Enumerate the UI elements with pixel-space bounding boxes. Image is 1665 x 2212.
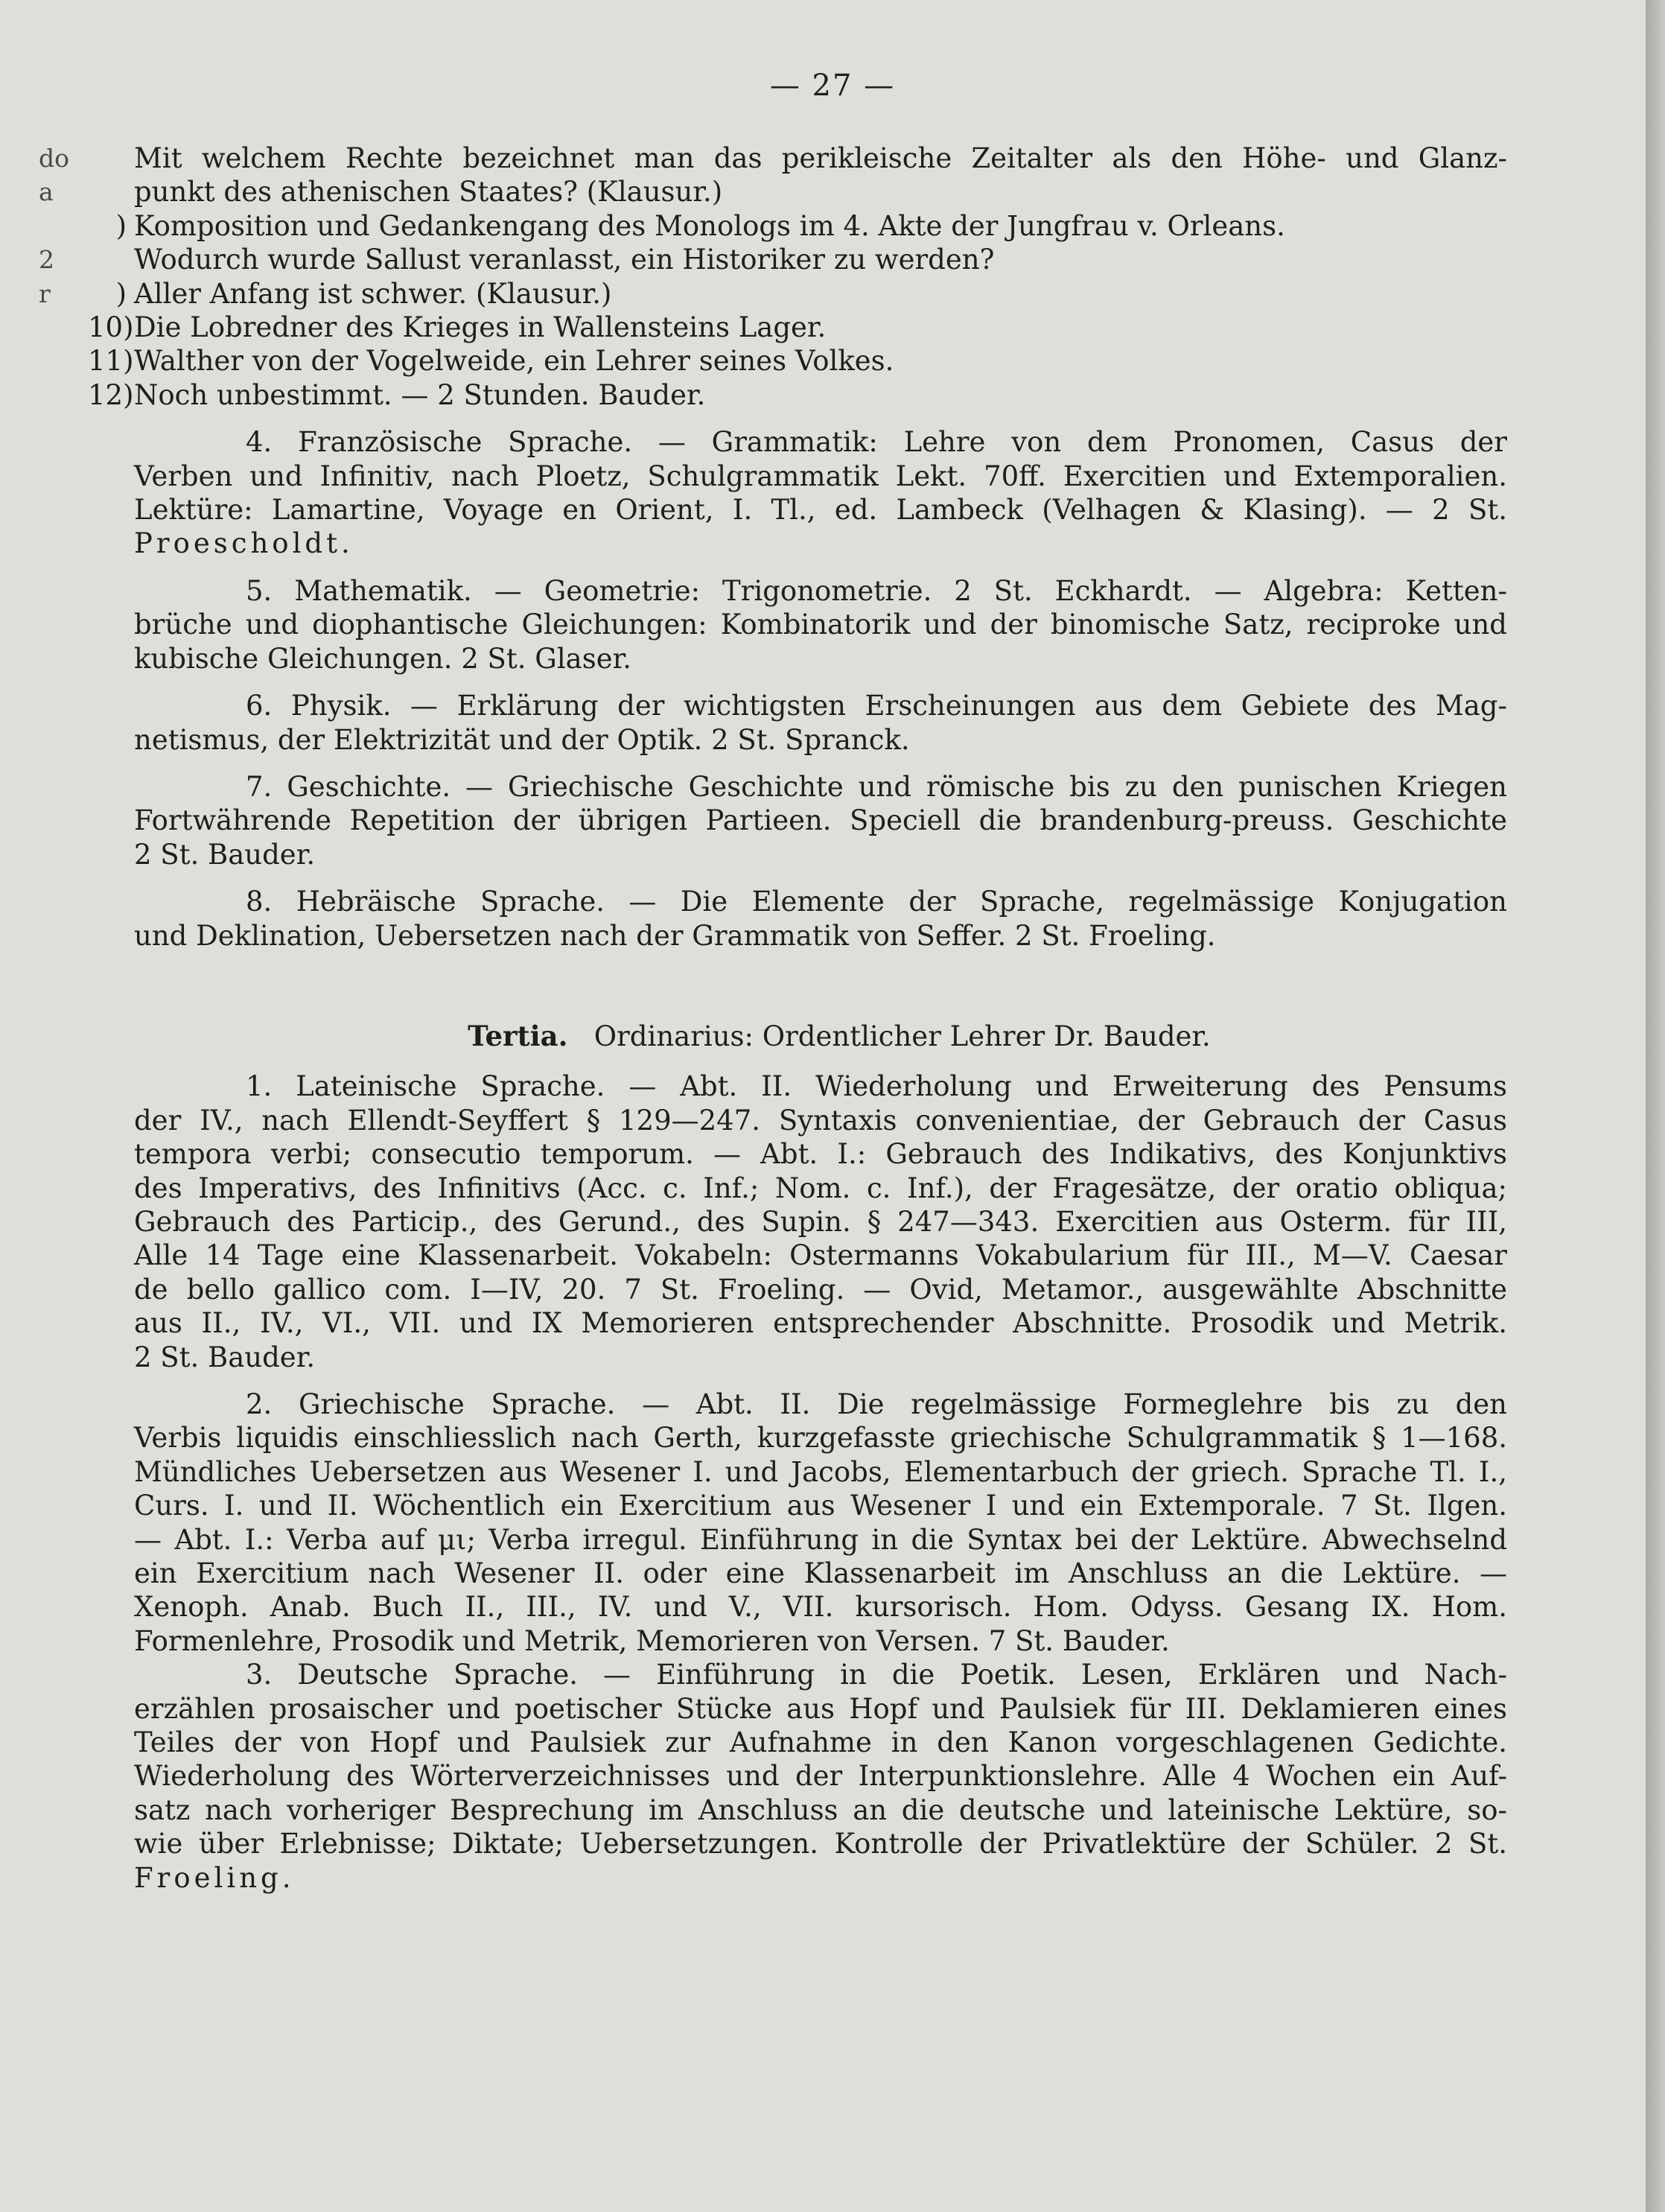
section-greek-line: Xenoph. Anab. Buch II., III., IV. und V., VII. kursorisch. Hom. Odyss. Gesang IX. Hom. bbox=[134, 1591, 1507, 1624]
page-content bbox=[39, 142, 1507, 1895]
list-item bbox=[88, 344, 1507, 378]
list-item bbox=[115, 209, 1507, 243]
section-math-line: kubische Gleichungen. 2 St. Glaser. bbox=[134, 642, 631, 675]
section-greek-line: 2. Griechische Sprache. — Abt. II. Die regelmässige Formeglehre bis zu den bbox=[246, 1388, 1507, 1420]
page-number: — 27 — bbox=[769, 69, 896, 103]
section-hebrew-line: und Deklination, Uebersetzen nach der Grammatik von Seffer. 2 St. Froeling. bbox=[134, 919, 1216, 952]
section-french-line: Proescholdt. bbox=[134, 527, 354, 560]
section-french-line: 4. Französische Sprache. — Grammatik: Lehre von dem Pronomen, Casus der bbox=[246, 426, 1507, 459]
list-item-text: Wodurch wurde Sallust veranlasst, ein Historiker zu werden? bbox=[134, 244, 995, 276]
section-german-line: erzählen prosaischer und poetischer Stücke aus Hopf und Paulsiek für III. Deklamieren eines bbox=[134, 1692, 1507, 1725]
section-german-line: 3. Deutsche Sprache. — Einführung in die Poetik. Lesen, Erklären und Nach- bbox=[246, 1659, 1507, 1691]
list-item bbox=[39, 243, 1507, 276]
list-item-text: Noch unbestimmt. — 2 Stunden. Bauder. bbox=[134, 378, 706, 411]
list-item-text: Die Lobredner des Krieges in Wallensteins Lager. bbox=[134, 311, 827, 344]
section-latin-line: tempora verbi; consecutio temporum. — Abt. I.: Gebrauch des Indikativs, des Konjunktivs bbox=[134, 1138, 1507, 1171]
scan-edge-shadow bbox=[1646, 0, 1665, 2212]
list-item-text: punkt des athenischen Staates? (Klausur.) bbox=[134, 176, 723, 209]
section-hebrew-line: 8. Hebräische Sprache. — Die Elemente der Sprache, regelmässige Konjugation bbox=[246, 886, 1507, 918]
section-physics-line: netismus, der Elektrizität und der Optik. 2 St. Spranck. bbox=[134, 723, 910, 756]
list-item bbox=[88, 311, 1507, 344]
section-math-line: brüche und diophantische Gleichungen: Kombinatorik und der binomische Satz, reciproke und bbox=[134, 608, 1507, 641]
section-german-line: Teiles der von Hopf und Paulsiek zur Aufnahme in den Kanon vorgeschlagenen Gedichte. bbox=[134, 1726, 1507, 1759]
class-title: Tertia. bbox=[468, 1019, 568, 1052]
section-french-line: Lektüre: Lamartine, Voyage en Orient, I. Tl., ed. Lambeck (Velhagen & Klasing). — 2 St. bbox=[134, 494, 1507, 527]
list-item bbox=[39, 175, 1507, 209]
section-german-line: satz nach vorheriger Besprechung im Anschluss an die deutsche und lateinische Lektüre, so- bbox=[134, 1793, 1507, 1826]
section-greek-line: Curs. I. und II. Wöchentlich ein Exercitium aus Wesener I und ein Extemporale. 7 St. Ilgen. bbox=[134, 1490, 1507, 1522]
list-item-text: Walther von der Vogelweide, ein Lehrer seines Volkes. bbox=[134, 345, 894, 378]
margin-mark: do bbox=[39, 144, 69, 173]
class-ordinarius: Ordinarius: Ordentlicher Lehrer Dr. Bauder. bbox=[593, 1020, 1211, 1052]
section-german-line: Wiederholung des Wörterverzeichnisses und der Interpunktionslehre. Alle 4 Wochen ein Auf- bbox=[134, 1760, 1507, 1793]
list-item bbox=[39, 277, 1507, 311]
class-heading bbox=[134, 1020, 1507, 1053]
list-item-text: Mit welchem Rechte bezeichnet man das perikleische Zeitalter als den Höhe- und Glanz- bbox=[134, 142, 1507, 174]
section-latin-line: des Imperativs, des Infinitivs (Acc. c. Inf.; Nom. c. Inf.), der Fragesätze, der oratio obliqua; bbox=[134, 1172, 1507, 1204]
section-greek-line: Verbis liquidis einschliesslich nach Gerth, kurzgefasste griechische Schulgrammatik § 1—168. bbox=[134, 1422, 1507, 1455]
section-latin-line: 2 St. Bauder. bbox=[134, 1341, 316, 1373]
section-history-line: 2 St. Bauder. bbox=[134, 838, 316, 871]
margin-mark: 2 bbox=[39, 245, 54, 275]
list-item-number: ) bbox=[115, 277, 127, 310]
section-greek-line: ein Exercitium nach Wesener II. oder eine Klassenarbeit im Anschluss an die Lektüre. — bbox=[134, 1557, 1507, 1590]
list-item bbox=[39, 142, 1507, 175]
section-latin-line: aus II., IV., VI., VII. und IX Memorieren entsprechender Abschnitte. Prosodik und Metrik. bbox=[134, 1307, 1507, 1340]
section-german-line: Froeling. bbox=[134, 1861, 295, 1894]
section-history-line: Fortwährende Repetition der übrigen Partieen. Speciell die brandenburg-preuss. Geschichte bbox=[134, 804, 1507, 837]
section-latin-line: 1. Lateinische Sprache. — Abt. II. Wiederholung und Erweiterung des Pensums bbox=[246, 1070, 1507, 1103]
list-item bbox=[88, 378, 1507, 412]
section-latin-line: der IV., nach Ellendt-Seyffert § 129—247. Syntaxis convenientiae, der Gebrauch der Casus bbox=[134, 1104, 1507, 1137]
section-latin-line: de bello gallico com. I—IV, 20. 7 St. Froeling. — Ovid, Metamor., ausgewählte Abschnitte bbox=[134, 1273, 1507, 1306]
section-math-line: 5. Mathematik. — Geometrie: Trigonometrie. 2 St. Eckhardt. — Algebra: Ketten- bbox=[246, 574, 1507, 607]
section-greek-line: Formenlehre, Prosodik und Metrik, Memorieren von Versen. 7 St. Bauder. bbox=[134, 1624, 1170, 1657]
section-history-line: 7. Geschichte. — Griechische Geschichte und römische bis zu den punischen Kriegen bbox=[246, 770, 1507, 803]
list-item-number: ) bbox=[115, 209, 127, 242]
list-item-number: 10) bbox=[88, 311, 134, 344]
section-physics-line: 6. Physik. — Erklärung der wichtigsten Erscheinungen aus dem Gebiete des Mag- bbox=[246, 690, 1507, 722]
list-item-number: 12) bbox=[88, 378, 134, 411]
section-greek-line: Mündliches Uebersetzen aus Wesener I. und Jacobs, Elementarbuch der griech. Sprache Tl. I., bbox=[134, 1455, 1507, 1488]
list-item-number: 11) bbox=[88, 345, 134, 378]
section-latin-line: Alle 14 Tage eine Klassenarbeit. Vokabeln: Ostermanns Vokabularium für III., M—V. Caesar bbox=[134, 1239, 1507, 1272]
list-item-text: Komposition und Gedankengang des Monologs im 4. Akte der Jungfrau v. Orleans. bbox=[134, 209, 1285, 242]
section-latin-line: Gebrauch des Particip., des Gerund., des Supin. § 247—343. Exercitien aus Osterm. für III, bbox=[134, 1205, 1507, 1238]
section-german-line: wie über Erlebnisse; Diktate; Uebersetzungen. Kontrolle der Privatlektüre der Schüler. 2 St. bbox=[134, 1828, 1507, 1860]
margin-mark: a bbox=[39, 177, 54, 207]
list-item-text: Aller Anfang ist schwer. (Klausur.) bbox=[134, 277, 612, 310]
section-french-line: Verben und Infinitiv, nach Ploetz, Schulgrammatik Lekt. 70ff. Exercitien und Extemporalien. bbox=[134, 460, 1507, 492]
margin-mark: r bbox=[39, 279, 51, 308]
section-greek-line: — Abt. I.: Verba auf μι; Verba irregul. Einführung in die Syntax bei der Lektüre. Abwechselnd bbox=[134, 1523, 1507, 1556]
